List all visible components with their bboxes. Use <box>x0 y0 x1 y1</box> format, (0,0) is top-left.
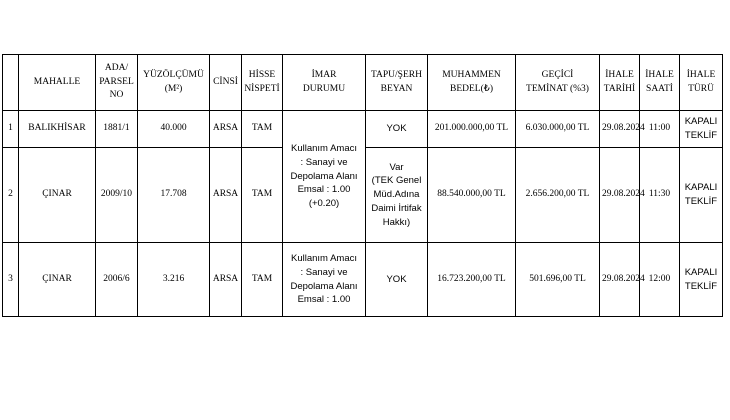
header-text: PARSEL <box>99 76 134 87</box>
cell-ada-parsel: 1881/1 <box>96 111 138 148</box>
header-text: DURUMU <box>302 83 346 94</box>
header-gecici-teminat <box>516 55 600 111</box>
imar-line: Kullanım Amacı <box>291 143 357 155</box>
header-text: YÜZÖLÇÜMÜ <box>143 69 204 80</box>
header-text: ADA/ <box>104 62 129 73</box>
header-ihale-turu <box>680 55 723 111</box>
imar-line: Kullanım Amacı <box>291 252 357 264</box>
header-text: İHALE <box>605 69 634 80</box>
cell-cinsi: ARSA <box>210 243 242 317</box>
cell-tur <box>680 243 723 317</box>
cell-no: 3 <box>3 243 19 317</box>
header-text: GEÇİCİ <box>541 69 574 80</box>
header-text: (M²) <box>164 83 183 94</box>
header-cinsi: CİNSİ <box>210 55 242 111</box>
cell-tapu: YOK <box>366 243 428 317</box>
cell-gecici: 2.656.200,00 TL <box>516 148 600 243</box>
tur-line: TEKLİF <box>684 130 718 141</box>
imar-line: Depolama Alanı <box>290 280 358 292</box>
cell-no: 1 <box>3 111 19 148</box>
header-row <box>3 55 723 111</box>
header-text: NİSPETİ <box>244 83 280 94</box>
cell-imar <box>283 243 366 317</box>
header-text: İMAR <box>311 69 337 80</box>
imar-line: : Sanayi ve <box>300 266 348 278</box>
tapu-line: Daimi İrtifak <box>371 202 422 214</box>
header-text: HİSSE <box>248 69 276 80</box>
imar-line: (+0.20) <box>308 198 340 210</box>
cell-imar-shared <box>283 111 366 243</box>
header-ihale-tarihi <box>600 55 640 111</box>
cell-tarih: 29.08.2024 <box>600 243 640 317</box>
tur-line: KAPALI <box>684 182 718 194</box>
header-text: BEYAN <box>380 83 413 94</box>
header-text: TÜRÜ <box>688 83 714 94</box>
cell-gecici: 501.696,00 TL <box>516 243 600 317</box>
cell-cinsi: ARSA <box>210 148 242 243</box>
header-text: İHALE <box>645 69 674 80</box>
cell-muhammen: 16.723.200,00 TL <box>428 243 516 317</box>
tur-line: TEKLİF <box>684 280 718 292</box>
imar-line: : Sanayi ve <box>300 156 348 168</box>
header-text: SAATİ <box>646 83 673 94</box>
cell-hisse: TAM <box>242 111 283 148</box>
tapu-line: (TEK Genel <box>371 175 422 187</box>
header-no <box>3 55 19 111</box>
cell-muhammen: 201.000.000,00 TL <box>428 111 516 148</box>
tapu-line: Müd.Adına <box>373 189 420 201</box>
header-ihale-saati <box>640 55 680 111</box>
header-text: TARİHİ <box>603 83 636 94</box>
imar-line: Emsal : 1.00 <box>297 184 351 196</box>
cell-mahalle: ÇINAR <box>19 148 96 243</box>
cell-tapu: YOK <box>366 111 428 148</box>
header-text: TEMİNAT (%3) <box>526 83 589 94</box>
cell-yuzolcumu: 40.000 <box>138 111 210 148</box>
cell-ada-parsel: 2009/10 <box>96 148 138 243</box>
cell-cinsi: ARSA <box>210 111 242 148</box>
tur-line: KAPALI <box>684 266 718 278</box>
cell-tarih: 29.08.2024 <box>600 148 640 243</box>
cell-gecici: 6.030.000,00 TL <box>516 111 600 148</box>
tapu-line: Hakkı) <box>382 216 411 228</box>
cell-yuzolcumu: 17.708 <box>138 148 210 243</box>
table-row <box>3 243 723 317</box>
header-imar <box>283 55 366 111</box>
table-row <box>3 111 723 148</box>
cell-hisse: TAM <box>242 148 283 243</box>
cell-ada-parsel: 2006/6 <box>96 243 138 317</box>
cell-saat: 11:00 <box>640 111 680 148</box>
tur-line: KAPALI <box>684 116 718 128</box>
imar-line: Emsal : 1.00 <box>297 294 351 306</box>
cell-saat: 11:30 <box>640 148 680 243</box>
header-ada-parsel <box>96 55 138 111</box>
header-muhammen <box>428 55 516 111</box>
cell-tapu <box>366 148 428 243</box>
cell-no: 2 <box>3 148 19 243</box>
cell-mahalle: ÇINAR <box>19 243 96 317</box>
tender-table <box>2 54 723 317</box>
header-text: İHALE <box>686 69 716 80</box>
tapu-line: Var <box>389 161 404 173</box>
header-text: NO <box>109 90 124 101</box>
cell-tur <box>680 148 723 243</box>
header-tapu <box>366 55 428 111</box>
header-text: MUHAMMEN <box>442 69 501 80</box>
cell-muhammen: 88.540.000,00 TL <box>428 148 516 243</box>
imar-line: Depolama Alanı <box>290 170 358 182</box>
cell-tur <box>680 111 723 148</box>
cell-mahalle: BALIKHİSAR <box>19 111 96 148</box>
header-yuzolcumu <box>138 55 210 111</box>
cell-hisse: TAM <box>242 243 283 317</box>
header-text: BEDEL(₺) <box>450 83 493 94</box>
header-mahalle: MAHALLE <box>19 55 96 111</box>
tur-line: TEKLİF <box>684 196 718 207</box>
cell-tarih: 29.08.2024 <box>600 111 640 148</box>
header-text: TAPU/ŞERH <box>371 69 422 80</box>
cell-yuzolcumu: 3.216 <box>138 243 210 317</box>
cell-saat: 12:00 <box>640 243 680 317</box>
header-hisse <box>242 55 283 111</box>
